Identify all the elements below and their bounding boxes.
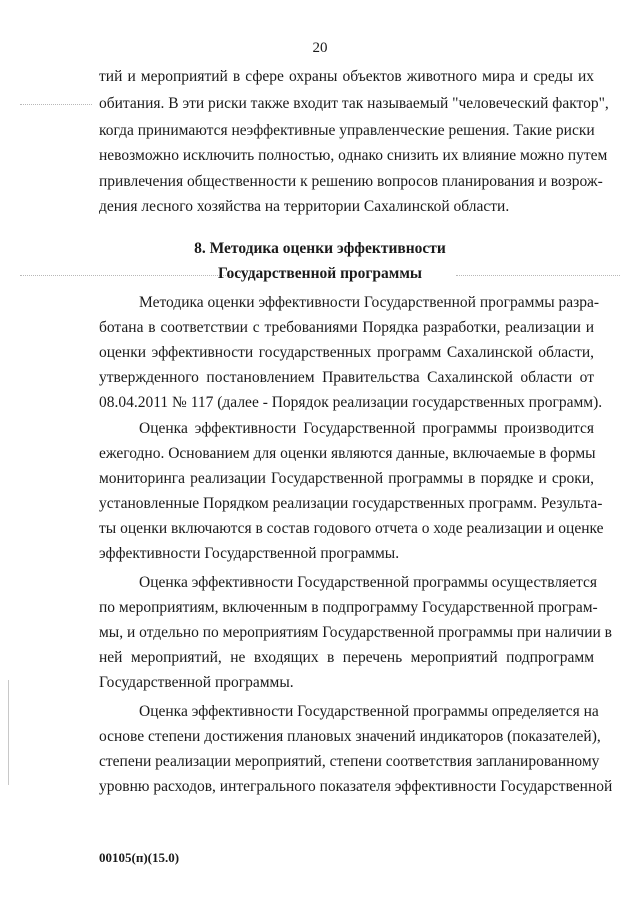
text-line: уровню расходов, интегрального показателя эффективности Государственной	[99, 778, 613, 795]
section-heading: Государственной программы	[218, 265, 422, 282]
document-code: 00105(п)(15.0)	[99, 850, 180, 865]
text-line: Государственной программы.	[99, 674, 294, 691]
text-line: тий и мероприятий в сфере охраны объектов животного мира и среды их	[99, 68, 594, 85]
text-line: Оценка эффективности Государственной программы производится	[139, 420, 594, 437]
text-line: мониторинга реализации Государственной программы в порядке и сроки,	[99, 470, 594, 487]
text-line: мы, и отдельно по мероприятиям Государственной программы при наличии в	[99, 624, 612, 641]
text-line: эффективности Государственной программы.	[99, 545, 400, 562]
text-line: основе степени достижения плановых значений индикаторов (показателей),	[99, 728, 601, 745]
scan-artifact	[8, 680, 9, 785]
section-heading: 8. Методика оценки эффективности	[194, 240, 446, 257]
text-line: Оценка эффективности Государственной программы осуществляется	[139, 574, 598, 591]
text-line: Методика оценки эффективности Государственной программы разра-	[139, 294, 600, 311]
text-line: обитания. В эти риски также входит так называемый "человеческий фактор",	[99, 95, 609, 112]
text-line: 08.04.2011 № 117 (далее - Порядок реализации государственных программ).	[99, 394, 603, 411]
text-line: дения лесного хозяйства на территории Сахалинской области.	[99, 198, 510, 215]
text-line: невозможно исключить полностью, однако снизить их влияние можно путем	[99, 147, 608, 164]
text-line: утвержденного постановлением Правительства Сахалинской области от	[99, 369, 594, 386]
text-line: привлечения общественности к решению вопросов планирования и возрож-	[99, 173, 603, 190]
text-line: установленные Порядком реализации государственных программ. Результа-	[99, 495, 603, 512]
text-line: Оценка эффективности Государственной программы определяется на	[139, 703, 599, 720]
text-line: ней мероприятий, не входящих в перечень мероприятий подпрограмм	[99, 649, 594, 666]
scan-artifact	[20, 104, 92, 106]
page-number: 20	[312, 40, 328, 56]
text-line: степени реализации мероприятий, степени соответствия запланированному	[99, 753, 600, 770]
text-line: по мероприятиям, включенным в подпрограмму Государственной програм-	[99, 599, 598, 616]
text-line: оценки эффективности государственных программ Сахалинской области,	[99, 344, 594, 361]
text-line: ежегодно. Основанием для оценки являются данные, включаемые в формы	[99, 445, 596, 462]
text-line: ботана в соответствии с требованиями Порядка разработки, реализации и	[99, 319, 594, 336]
text-line: когда принимаются неэффективные управленческие решения. Такие риски	[99, 122, 595, 139]
text-line: ты оценки включаются в состав годового отчета о ходе реализации и оценке	[99, 520, 604, 537]
